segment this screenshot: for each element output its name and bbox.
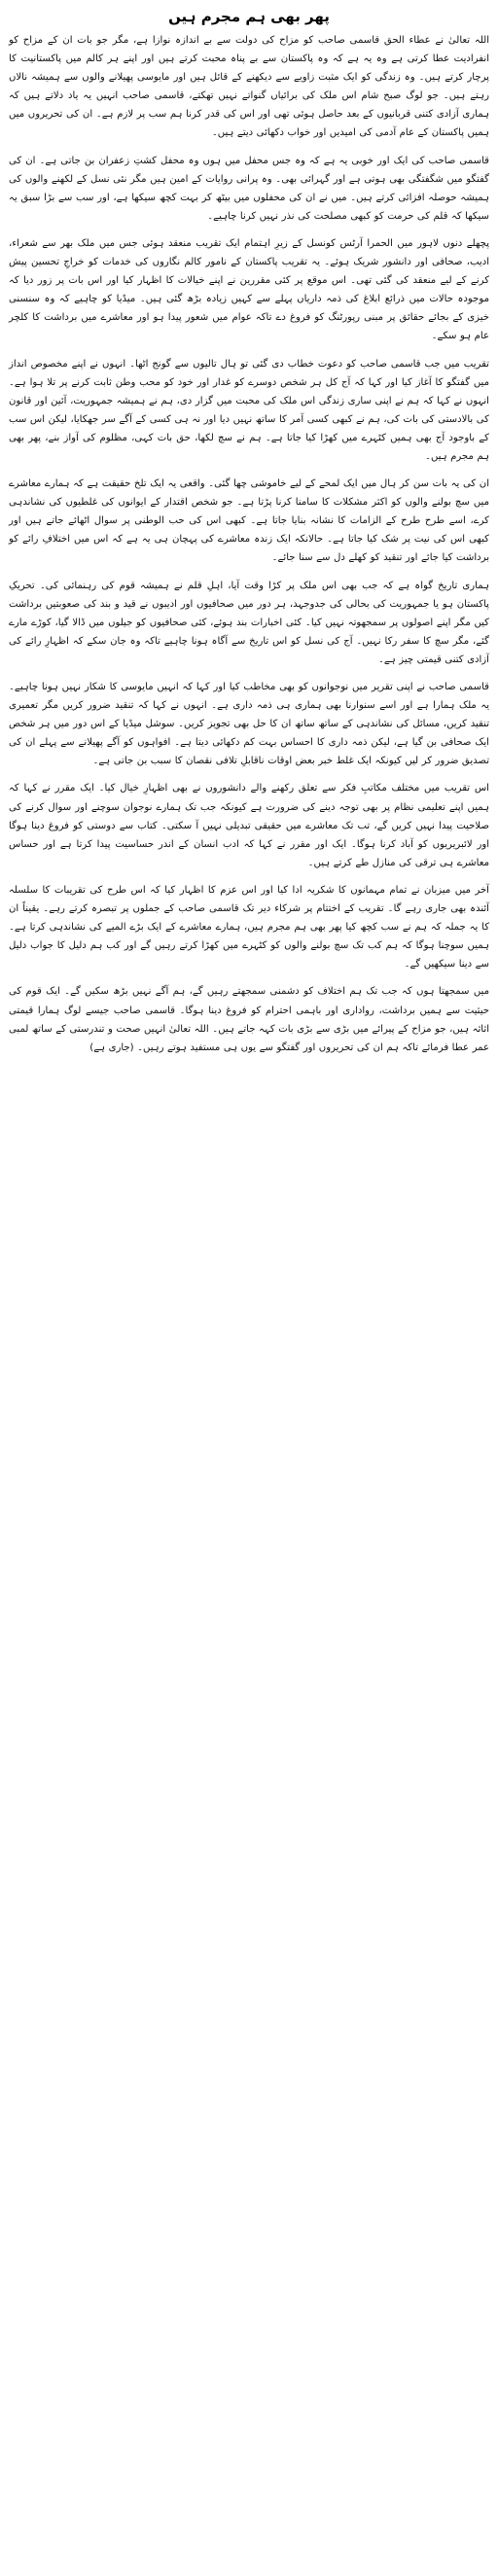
article-paragraph: آخر میں میزبان نے تمام مہمانوں کا شکریہ ادا کیا اور اس عزم کا اظہار کیا کہ اس طرح کی تقریبات کا سلسلہ آئندہ بھی جاری رہے گا۔ تقریب کے اختتام پر شرکاء دیر تک قاسمی صاحب کے جملوں پر تبصرہ کرتے رہے۔ یقیناً ان کا یہ جملہ کہ ہم نے سب کچھ کیا پھر بھی ہم مجرم ہیں، ہمارے معاشرے کے ایک بڑے المیے کی نشاندہی کرتا ہے۔ ہمیں سوچنا ہوگا کہ ہم کب تک سچ بولنے والوں کو کٹہرے میں کھڑا کرتے رہیں گے اور کب ہم دلیل کا جواب دلیل سے دینا سیکھیں گے۔ — [9, 884, 489, 970]
column-title: پھر بھی ہم مجرم ہیں — [168, 8, 330, 25]
article-paragraph: اللہ تعالیٰ نے عطاء الحق قاسمی صاحب کو مزاح کی دولت سے بے اندازہ نوازا ہے، مگر جو بات ان کے مزاح کو انفرادیت عطا کرتی ہے وہ یہ ہے کہ وہ پاکستان سے بے پناہ محبت کرتے ہیں اور اپنے ہر کالم میں پاکستانیت کا پرچار کرتے ہیں۔ وہ زندگی کو ایک مثبت زاویے سے دیکھنے کے قائل ہیں اور مایوسی پھیلانے والوں سے ہمیشہ نالاں رہتے ہیں۔ جو لوگ صبح شام اس ملک کی برائیاں گنواتے نہیں تھکتے، قاسمی صاحب انہیں یہ یاد دلاتے ہیں کہ ہماری آزادی کتنی قربانیوں کے بعد حاصل ہوئی تھی اور اس کی قدر کرنا ہم سب پر لازم ہے۔ ان کی تحریروں میں ہمیں پاکستان کے عام آدمی کی امیدیں اور خواب دکھائی دیتے ہیں۔ — [9, 35, 489, 139]
article-body — [9, 31, 489, 1057]
article-paragraph: تقریب میں جب قاسمی صاحب کو دعوت خطاب دی گئی تو ہال تالیوں سے گونج اٹھا۔ انہوں نے اپنے مخصوص انداز میں گفتگو کا آغاز کیا اور کہا کہ آج کل ہر شخص دوسرے کو غدار اور خود کو محب وطن ثابت کرنے پر تلا ہوا ہے۔ انہوں نے کہا کہ ہم نے اپنی ساری زندگی اس ملک کی محبت میں گزار دی، ہم نے ہمیشہ جمہوریت، آئین اور قانون کی بالادستی کی بات کی، ہم نے کبھی کسی آمر کا ساتھ نہیں دیا اور نہ ہی کسی کے آگے سر جھکایا، لیکن اس سب کے باوجود آج بھی ہمیں کٹہرے میں کھڑا کیا جاتا ہے۔ ہم نے سچ لکھا، حق بات کہی، مظلوم کی آواز بنے، پھر بھی ہم مجرم ہیں۔ — [9, 358, 489, 462]
article-paragraph: ہماری تاریخ گواہ ہے کہ جب بھی اس ملک پر کڑا وقت آیا، اہلِ قلم نے ہمیشہ قوم کی رہنمائی کی۔ تحریکِ پاکستان ہو یا جمہوریت کی بحالی کی جدوجہد، ہر دور میں صحافیوں اور ادیبوں نے قید و بند کی صعوبتیں برداشت کیں مگر اپنے اصولوں پر سمجھوتہ نہیں کیا۔ کئی اخبارات بند ہوئے، کئی صحافیوں کو جیلوں میں ڈالا گیا، کوڑے مارے گئے، مگر سچ کا سفر رکا نہیں۔ آج کی نسل کو اس تاریخ سے آگاہ ہونا چاہیے تاکہ وہ جان سکے کہ اظہارِ رائے کی آزادی کتنی قیمتی چیز ہے۔ — [9, 580, 489, 665]
article-paragraph: اس تقریب میں مختلف مکاتبِ فکر سے تعلق رکھنے والے دانشوروں نے بھی اظہارِ خیال کیا۔ ایک مقرر نے کہا کہ ہمیں اپنے تعلیمی نظام پر بھی توجہ دینے کی ضرورت ہے کیونکہ جب تک ہمارے نوجوان سوچنے اور سوال کرنے کی صلاحیت پیدا نہیں کریں گے، تب تک معاشرے میں حقیقی تبدیلی نہیں آ سکتی۔ کتاب سے دوستی کو فروغ دینا ہوگا اور لائبریریوں کو آباد کرنا ہوگا۔ ایک اور مقرر نے کہا کہ ادب انسان کے اندر حساسیت پیدا کرتا ہے اور حساس معاشرے ہی ترقی کی منازل طے کرتے ہیں۔ — [9, 783, 489, 868]
article-paragraph: قاسمی صاحب کی ایک اور خوبی یہ ہے کہ وہ جس محفل میں ہوں وہ محفل کشتِ زعفران بن جاتی ہے۔ ان کی گفتگو میں شگفتگی بھی ہوتی ہے اور گہرائی بھی۔ وہ پرانی روایات کے امین ہیں مگر نئی نسل کے لکھنے والوں کی ہمیشہ حوصلہ افزائی کرتے ہیں۔ میں نے ان کی محفلوں میں بیٹھ کر بہت کچھ سیکھا ہے، اور سب سے بڑا سبق یہ سیکھا کہ قلم کی حرمت کو کبھی مصلحت کی نذر نہیں کرنا چاہیے۔ — [9, 155, 489, 222]
article-paragraph: قاسمی صاحب نے اپنی تقریر میں نوجوانوں کو بھی مخاطب کیا اور کہا کہ انہیں مایوسی کا شکار نہیں ہونا چاہیے۔ یہ ملک ہمارا ہے اور اسے سنوارنا بھی ہماری ہی ذمہ داری ہے۔ انہوں نے کہا کہ تنقید ضرور کریں مگر تعمیری تنقید کریں، مسائل کی نشاندہی کے ساتھ ساتھ ان کا حل بھی تجویز کریں۔ سوشل میڈیا کے اس دور میں ہر شخص ایک صحافی بن گیا ہے، لیکن ذمہ داری کا احساس بہت کم دکھائی دیتا ہے۔ افواہوں کو آگے پھیلانے سے پہلے ان کی تصدیق ضرور کر لیں کیونکہ ایک غلط خبر بعض اوقات ناقابلِ تلافی نقصان کا سبب بن جاتی ہے۔ — [9, 682, 489, 767]
article-paragraph: میں سمجھتا ہوں کہ جب تک ہم اختلاف کو دشمنی سمجھتے رہیں گے، ہم آگے نہیں بڑھ سکیں گے۔ ایک قوم کی حیثیت سے ہمیں برداشت، رواداری اور باہمی احترام کو فروغ دینا ہوگا۔ قاسمی صاحب جیسے لوگ ہمارا قیمتی اثاثہ ہیں، جو مزاح کے پیرائے میں بڑی سے بڑی بات کہہ جاتے ہیں۔ اللہ تعالیٰ انہیں صحت و تندرستی کے ساتھ لمبی عمر عطا فرمائے تاکہ ہم ان کی تحریروں اور گفتگو سے یوں ہی مستفید ہوتے رہیں۔ (جاری ہے) — [9, 986, 489, 1053]
article-paragraph: پچھلے دنوں لاہور میں الحمرا آرٹس کونسل کے زیرِ اہتمام ایک تقریب منعقد ہوئی جس میں ملک بھر سے شعراء، ادیب، صحافی اور دانشور شریک ہوئے۔ یہ تقریب پاکستان کے نامور کالم نگاروں کی خدمات کو خراجِ تحسین پیش کرنے کے لیے منعقد کی گئی تھی۔ اس موقع پر کئی مقررین نے اپنے خیالات کا اظہار کیا اور اس بات پر زور دیا کہ موجودہ حالات میں ذرائع ابلاغ کی ذمہ داریاں پہلے سے کہیں زیادہ بڑھ گئی ہیں۔ میڈیا کو چاہیے کہ وہ سنسنی خیزی کے بجائے حقائق پر مبنی رپورٹنگ کو فروغ دے تاکہ عوام میں شعور پیدا ہو اور معاشرے میں برداشت کا کلچر عام ہو سکے۔ — [9, 237, 489, 342]
article-paragraph: ان کی یہ بات سن کر ہال میں ایک لمحے کے لیے خاموشی چھا گئی۔ واقعی یہ ایک تلخ حقیقت ہے کہ ہمارے معاشرے میں سچ بولنے والوں کو اکثر مشکلات کا سامنا کرنا پڑتا ہے۔ جو شخص اقتدار کے ایوانوں کی غلطیوں کی نشاندہی کرے، اسے طرح طرح کے الزامات کا نشانہ بنایا جاتا ہے۔ کبھی اس کی حب الوطنی پر سوال اٹھائے جاتے ہیں اور کبھی اس کی نیت پر شک کیا جاتا ہے۔ حالانکہ ایک زندہ معاشرے کی پہچان ہی یہ ہے کہ اس میں اختلافِ رائے کو برداشت کیا جائے اور تنقید کو کھلے دل سے سنا جائے۔ — [9, 478, 489, 564]
